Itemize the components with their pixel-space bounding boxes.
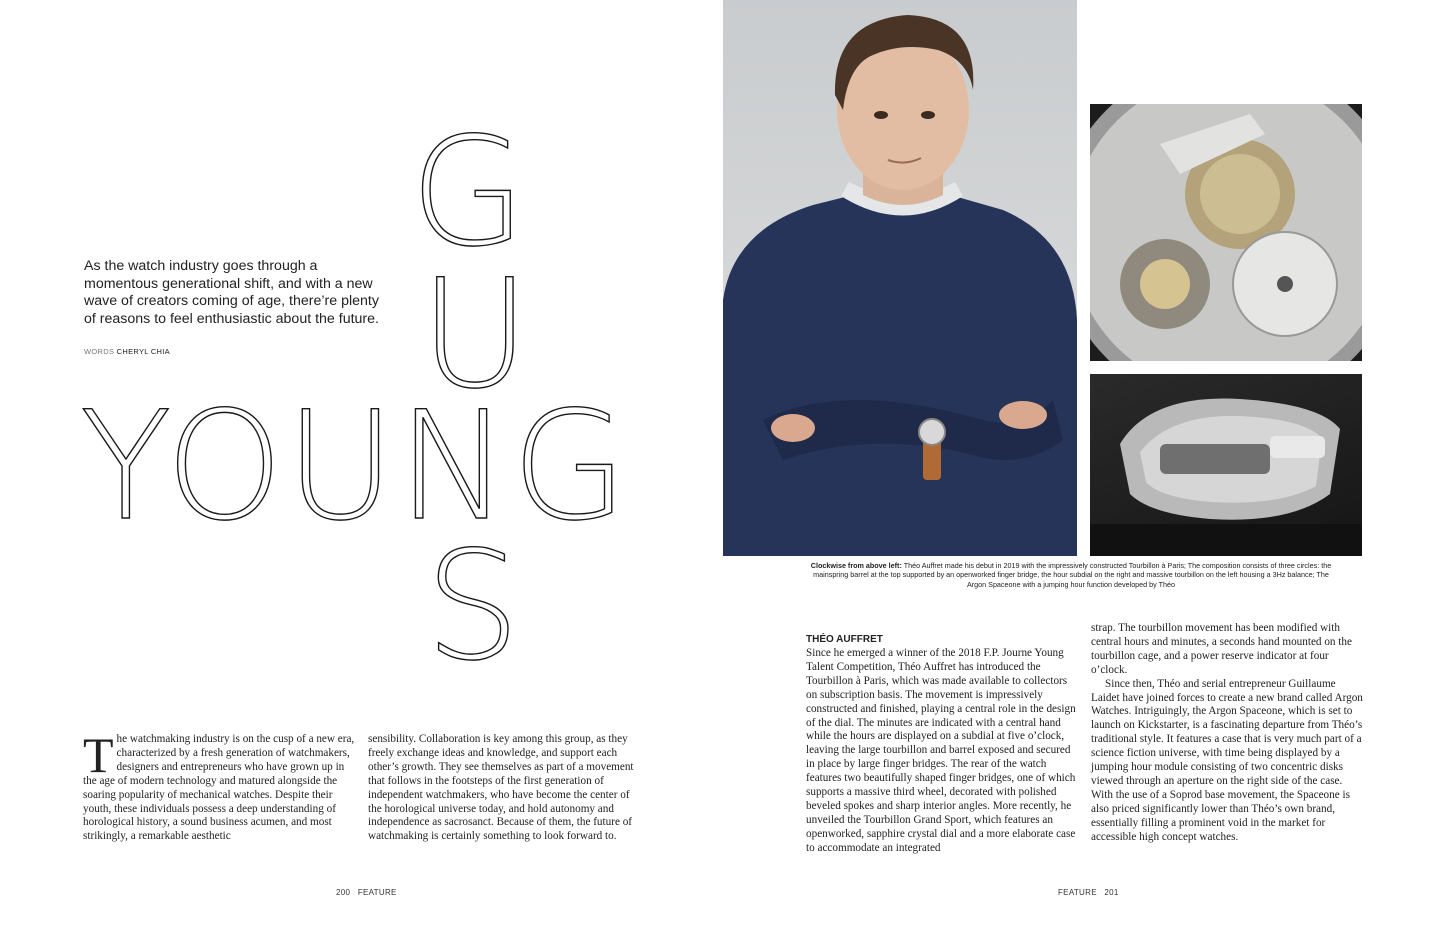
headline-letter-u: U xyxy=(420,248,530,422)
headline-letter-g: G xyxy=(410,106,527,280)
article-column-2 xyxy=(368,733,640,844)
byline-label: WORDS xyxy=(84,347,115,356)
argon-spaceone-photo xyxy=(1090,374,1362,556)
article-column-4 xyxy=(1091,622,1363,845)
headline-letter-s: S xyxy=(425,520,521,694)
portrait-illustration xyxy=(723,0,1077,556)
article-column-4-para-1: strap. The tourbillon movement has been modified with central hours and minutes, a seconds hand mounted on the tourbillon cage, and a power reserve indicator at four o’clock. xyxy=(1091,622,1352,676)
caption-text: Théo Auffret made his debut in 2019 with the impressively constructed Tourbillon à Paris; The composition consists of three circles: the mainspring barrel at the top supported by an openworked finger bridge, the hour subdial on the right and massive tourbillon on the left housing a 3Hz balance; The Argon Spaceone with a jumping hour function developed by Théo xyxy=(813,561,1332,589)
photo-caption xyxy=(806,561,1336,589)
article-column-3-text: Since he emerged a winner of the 2018 F.P. Journe Young Talent Competition, Théo Auffret has introduced the Tourbillon à Paris, which was made available to collectors on subscription basis. The movement is impressively constructed and finished, playing a central role in the design of the dial. The minutes are indicated with a central hand while the hours are displayed on a subdial at five o’clock, leaving the large tourbillon and barrel exposed and secured in place by large finger bridges. The rear of the watch features two beautifully shaped finger bridges, one of which supports a massive third wheel, decorated with polished beveled spokes and sharp interior angles. More recently, he unveiled the Tourbillon Grand Sport, which features an openworked, sapphire crystal dial and a more elaborate case to accommodate an integrated xyxy=(806,647,1076,854)
article-column-1-text: he watchmaking industry is on the cusp of a new era, characterized by a fresh generation of watchmakers, designers and entrepreneurs who have grown up in the age of modern technology and matured alongside the soaring popularity of mechanical watches. Despite their youth, these individuals possess a deep understanding of horological history, a sound business acumen, and most strikingly, a remarkable aesthetic xyxy=(83,733,355,843)
article-column-3 xyxy=(806,634,1078,856)
headline-word-young: YOUNG xyxy=(80,380,630,554)
article-column-1 xyxy=(83,727,355,844)
drop-cap: T xyxy=(83,727,114,783)
argon-spaceone-illustration xyxy=(1090,374,1362,556)
byline-author: CHERYL CHIA xyxy=(116,347,170,356)
folio-left: 200 FEATURE xyxy=(336,888,397,897)
folio-right: FEATURE 201 xyxy=(1058,888,1119,897)
intro-standfirst: As the watch industry goes through a momentous generational shift, and with a new wave of creators coming of age, there’re plenty of reasons to feel enthusiastic about the future. xyxy=(84,258,379,327)
article-column-4-para-2: Since then, Théo and serial entrepreneur Guillaume Laidet have joined forces to create a new brand called Argon Watches. Intriguingly, the Argon Spaceone, which is set to launch on Kickstarter, is a fascinating departure from Théo’s traditional style. It features a case that is very much part of a science fiction universe, with time being displayed by a jumping hour module consisting of two concentric disks viewed through an aperture on the right side of the case. With the use of a Soprod base movement, the Spaceone is also priced significantly lower than Théo’s own brand, essentially filling a prominent void in the market for accessible high concept watches. xyxy=(1091,677,1363,843)
section-heading: THÉO AUFFRET xyxy=(806,634,883,645)
portrait-photo xyxy=(723,0,1077,556)
watch-movement-illustration xyxy=(1090,104,1362,361)
caption-lead: Clockwise from above left: xyxy=(810,561,902,570)
byline xyxy=(84,347,170,356)
watch-movement-photo xyxy=(1090,104,1362,361)
article-column-2-text: sensibility. Collaboration is key among this group, as they freely exchange ideas and knowledge, and support each other’s growth. They see themselves as part of a movement that follows in the footsteps of the first generation of independent watchmakers, who have become the center of the horological universe today, and hold autonomy and independence as sacrosanct. Because of them, the future of watchmaking is certainly something to look forward to. xyxy=(368,733,634,843)
